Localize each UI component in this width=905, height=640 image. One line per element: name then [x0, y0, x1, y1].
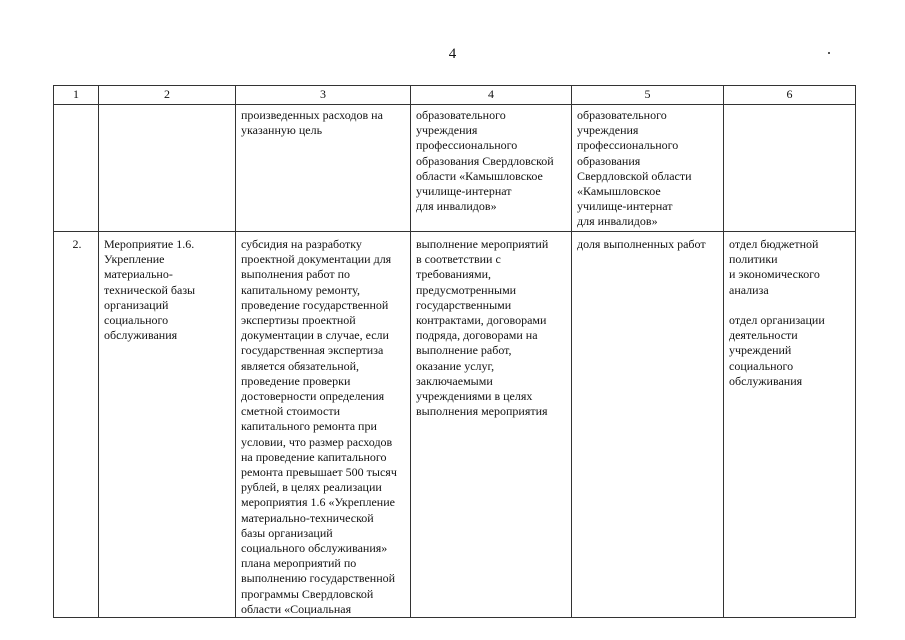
indicator-cell: образовательного учреждения профессионального образования Свердловской области «Камышловское училище-интернат для инвалидов» [572, 105, 724, 232]
responsible-cell [724, 105, 856, 232]
description-cell: субсидия на разработку проектной документации для выполнения работ по капитальному ремонту, проведение государственной экспертизы проектной документации в случае, если государственная экспертиза является обязательной, проведение проверки достоверности определения сметной стоимости капитального ремонта при условии, что размер расходов на проведение капитального ремонта превышает 500 тысяч рублей, в целях реализации мероприятия 1.6 «Укрепление материально-технической базы организаций социального обслуживания» плана мероприятий по выполнению государственной программы Свердловской области «Социальная [236, 232, 411, 618]
table-header-row [54, 86, 856, 105]
method-cell: выполнение мероприятий в соответствии с требованиями, предусмотренными государственными контрактами, договорами подряда, договорами на выполнение работ, оказание услуг, заключаемыми учреждениями в целях выполнения мероприятия [411, 232, 572, 618]
indicator-cell: доля выполненных работ [572, 232, 724, 618]
table-row [54, 105, 856, 232]
column-header: 1 [54, 86, 99, 105]
column-header: 2 [99, 86, 236, 105]
row-number-cell [54, 105, 99, 232]
column-header: 5 [572, 86, 724, 105]
row-number-cell: 2. [54, 232, 99, 618]
responsible-cell: отдел бюджетной политики и экономического анализа отдел организации деятельности учреждений социального обслуживания [724, 232, 856, 618]
method-cell: образовательного учреждения профессионального образования Свердловской области «Камышловское училище-интернат для инвалидов» [411, 105, 572, 232]
measure-name-cell: Мероприятие 1.6. Укрепление материально- технической базы организаций социального обслуживания [99, 232, 236, 618]
measure-name-cell [99, 105, 236, 232]
page-number: 4 [448, 46, 457, 62]
column-header: 6 [724, 86, 856, 105]
table-row [54, 232, 856, 618]
column-header: 3 [236, 86, 411, 105]
column-header: 4 [411, 86, 572, 105]
description-cell: произведенных расходов на указанную цель [236, 105, 411, 232]
measures-table [53, 85, 856, 618]
scan-speck [828, 52, 830, 54]
